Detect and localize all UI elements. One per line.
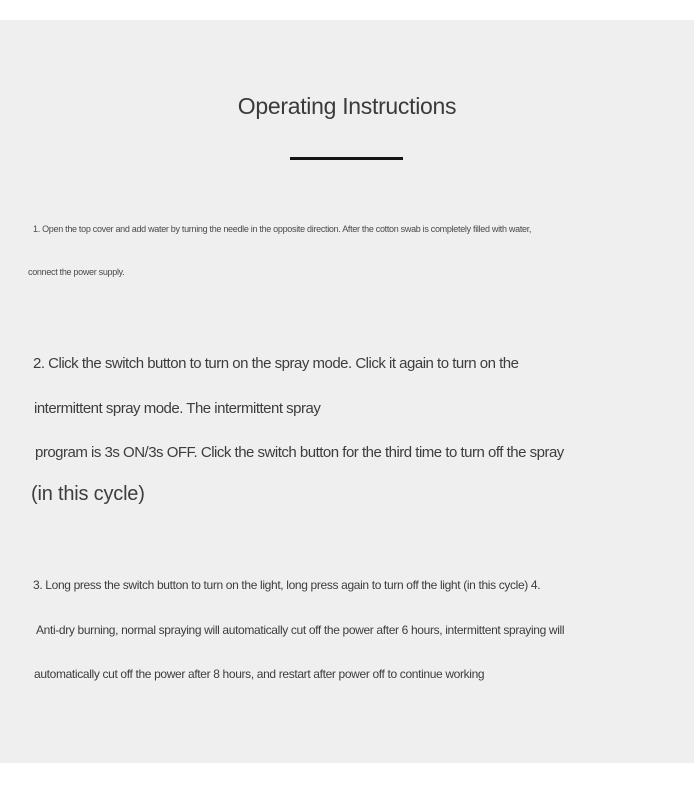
step1-line2: connect the power supply.: [28, 267, 125, 277]
step1-line1: 1. Open the top cover and add water by turning the needle in the opposite direction. After the cotton swab is completely filled with water,: [33, 224, 532, 234]
step2-line3: program is 3s ON/3s OFF. Click the switch button for the third time to turn off the spray: [35, 444, 564, 461]
step3-line3: automatically cut off the power after 8 hours, and restart after power off to continue working: [34, 667, 485, 681]
instructions-panel: [0, 20, 694, 763]
step2-line2: intermittent spray mode. The intermittent spray: [34, 400, 321, 417]
step3-line2: Anti-dry burning, normal spraying will automatically cut off the power after 6 hours, intermittent spraying will: [36, 623, 565, 637]
step2-line1: 2. Click the switch button to turn on the spray mode. Click it again to turn on the: [33, 355, 519, 372]
step2-line4: (in this cycle): [31, 483, 145, 505]
page-title: Operating Instructions: [237, 93, 457, 119]
title-divider: [290, 157, 403, 160]
step3-line1: 3. Long press the switch button to turn on the light, long press again to turn off the light (in this cycle) 4.: [33, 578, 541, 592]
